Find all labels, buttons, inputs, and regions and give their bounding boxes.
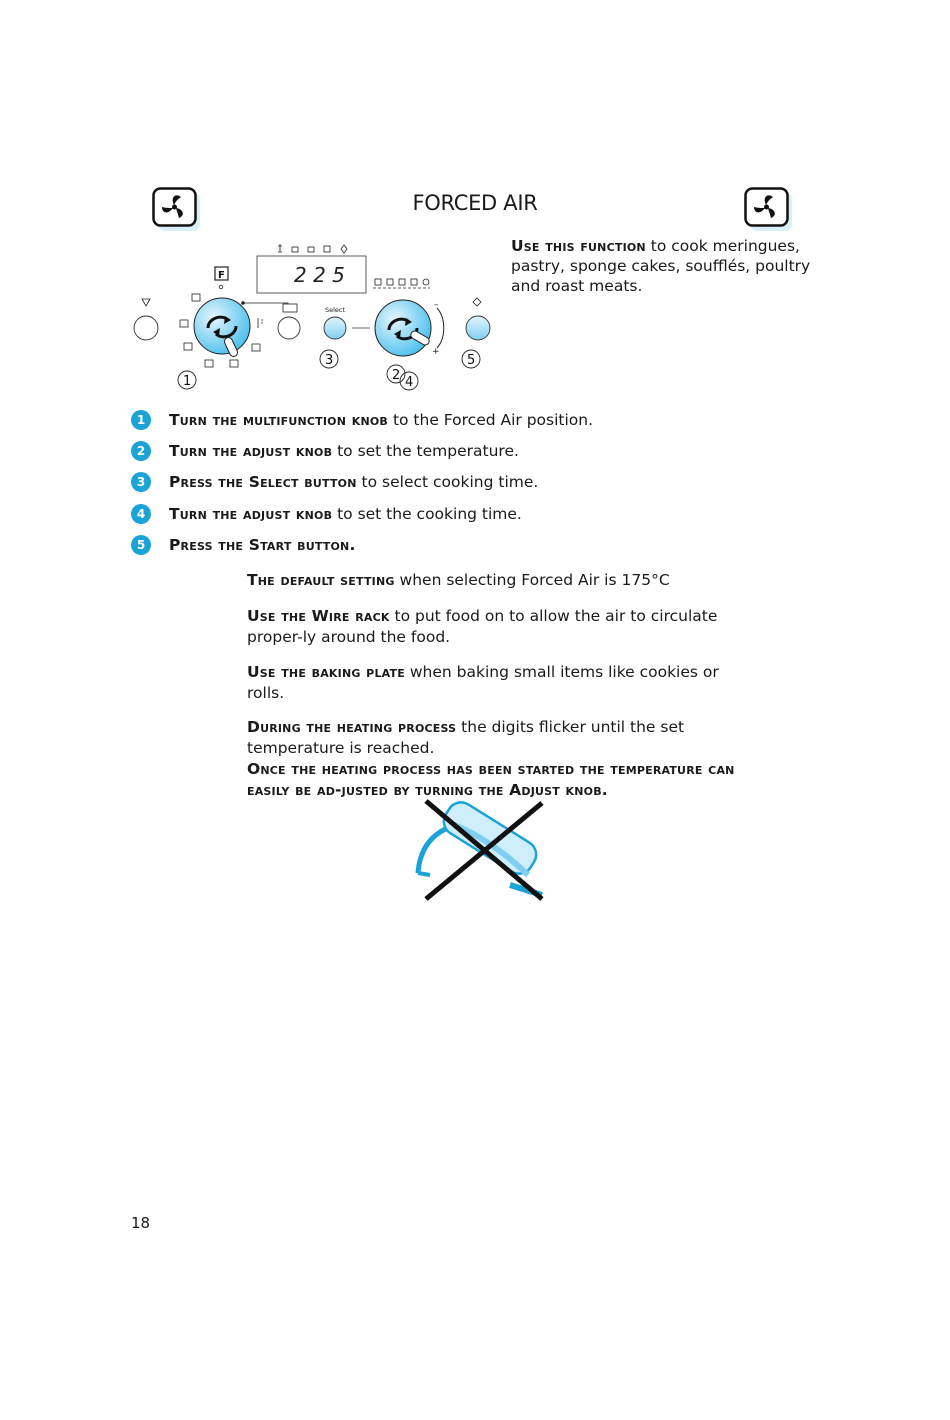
plus-label: + <box>432 347 440 357</box>
step-number: 3 <box>131 472 151 492</box>
step-text: to the Forced Air position. <box>388 411 594 429</box>
function-button[interactable] <box>278 317 300 339</box>
start-button[interactable] <box>466 316 490 340</box>
multifunction-knob[interactable] <box>194 298 250 358</box>
no-rotisserie-illustration <box>410 795 550 903</box>
step-item <box>131 470 538 494</box>
f-label: F <box>218 270 225 281</box>
note-lead: Once the heating process has been started the temperature can easily be ad-justed by turning the Adjust knob. <box>247 760 735 799</box>
step-item <box>131 408 593 432</box>
select-label: Select <box>325 306 346 314</box>
note-wire-rack <box>247 606 742 648</box>
select-button[interactable] <box>324 317 346 339</box>
fan-icon <box>744 187 794 233</box>
step-number: 1 <box>131 410 151 430</box>
oven-icon-small <box>283 304 297 312</box>
note-default-setting <box>247 570 742 591</box>
note-text: when selecting Forced Air is 175°C <box>394 571 670 589</box>
intro-text: to cook meringues, pastry, sponge cakes, soufflés, poultry and roast meats. <box>511 237 811 295</box>
intro-lead: Use this function <box>511 237 646 255</box>
callout-2: 2 <box>392 368 401 383</box>
step-lead: Turn the adjust knob <box>169 505 333 523</box>
note-lead: The default setting <box>247 571 395 589</box>
stop-icon <box>142 299 150 306</box>
step-lead: Press the Start button. <box>169 536 356 554</box>
step-text: to set the cooking time. <box>332 505 522 523</box>
step-text: to select cooking time. <box>356 473 539 491</box>
step-lead: Turn the adjust knob <box>169 442 333 460</box>
bulb-icon <box>219 285 223 289</box>
start-icon <box>473 298 481 306</box>
callout-3: 3 <box>325 353 334 368</box>
adjust-knob[interactable] <box>375 300 431 356</box>
intro-paragraph <box>511 236 831 296</box>
note-text: to put food on to allow the air to circulate proper-ly around the food. <box>247 607 718 646</box>
minus-label: – <box>434 300 439 310</box>
note-lead: Use the Wire rack <box>247 607 390 625</box>
note-baking-plate <box>247 662 742 704</box>
page-number: 18 <box>131 1214 151 1232</box>
fan-icon <box>152 187 202 233</box>
page-title: FORCED AIR <box>412 191 538 215</box>
power-button[interactable] <box>134 316 158 340</box>
step-item <box>131 533 356 557</box>
step-number: 2 <box>131 441 151 461</box>
note-lead: During the heating process <box>247 718 457 736</box>
note-heating-process <box>247 717 742 759</box>
step-lead: Press the Select button <box>169 473 357 491</box>
step-item <box>131 439 519 463</box>
timer-icons <box>373 279 430 288</box>
notes-section <box>247 570 742 801</box>
callout-4: 4 <box>405 375 414 390</box>
note-lead: Use the baking plate <box>247 663 405 681</box>
step-text: to set the temperature. <box>332 442 519 460</box>
step-item <box>131 502 522 526</box>
note-text: the digits flicker until the set temperature is reached. <box>247 718 685 757</box>
note-text: when baking small items like cookies or rolls. <box>247 663 719 702</box>
control-panel-illustration <box>128 240 498 395</box>
callout-1: 1 <box>183 374 192 389</box>
step-lead: Turn the multifunction knob <box>169 411 389 429</box>
display-value: 2 2 5 <box>294 263 345 287</box>
display-indicator-icons <box>278 244 347 253</box>
step-number: 5 <box>131 535 151 555</box>
callout-5: 5 <box>467 353 476 368</box>
step-number: 4 <box>131 504 151 524</box>
